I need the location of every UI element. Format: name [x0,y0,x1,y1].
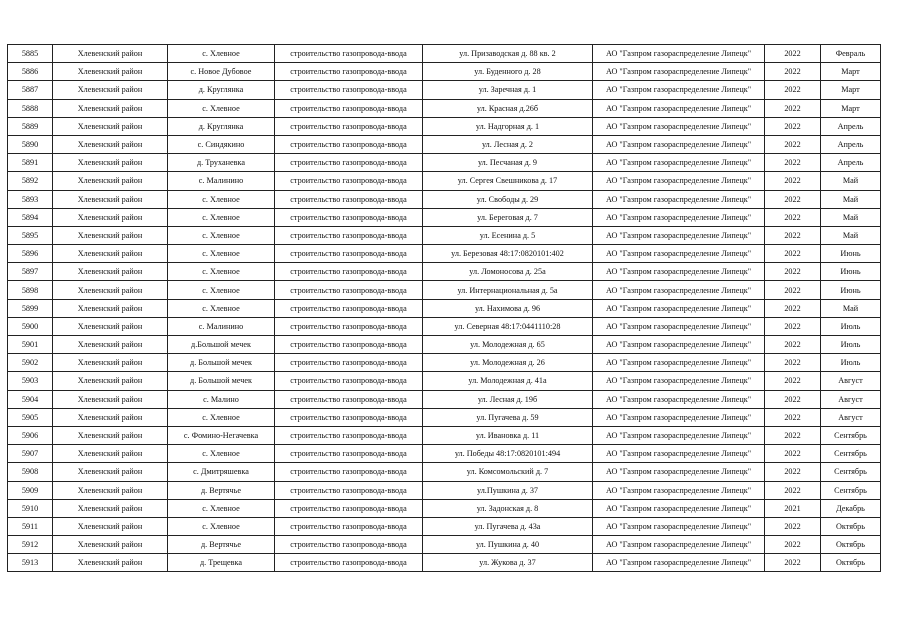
organization-cell: АО "Газпром газораспределение Липецк" [593,408,765,426]
locality-cell: с. Хлевное [168,208,275,226]
year-cell: 2022 [765,336,821,354]
table-row [8,208,881,226]
month-cell: Май [821,190,881,208]
organization-cell: АО "Газпром газораспределение Липецк" [593,226,765,244]
district-cell: Хлевенский район [53,135,168,153]
locality-cell: с. Хлевное [168,263,275,281]
work-type-cell: строительство газопровода-ввода [275,354,423,372]
year-cell: 2022 [765,408,821,426]
address-cell: ул. Пугачева д. 59 [423,408,593,426]
row-number-cell: 5892 [8,172,53,190]
work-type-cell: строительство газопровода-ввода [275,81,423,99]
organization-cell: АО "Газпром газораспределение Липецк" [593,154,765,172]
row-number-cell: 5905 [8,408,53,426]
table-row [8,263,881,281]
district-cell: Хлевенский район [53,408,168,426]
address-cell: ул. Песчаная д. 9 [423,154,593,172]
year-cell: 2022 [765,481,821,499]
address-cell: ул. Ломоносова д. 25а [423,263,593,281]
locality-cell: с. Хлевное [168,99,275,117]
address-cell: ул. Лесная д. 19б [423,390,593,408]
table-row [8,445,881,463]
locality-cell: с. Хлевное [168,190,275,208]
organization-cell: АО "Газпром газораспределение Липецк" [593,81,765,99]
organization-cell: АО "Газпром газораспределение Липецк" [593,63,765,81]
year-cell: 2022 [765,445,821,463]
month-cell: Июнь [821,263,881,281]
row-number-cell: 5913 [8,554,53,572]
table-row [8,354,881,372]
organization-cell: АО "Газпром газораспределение Липецк" [593,172,765,190]
address-cell: ул. Лесная д. 2 [423,135,593,153]
district-cell: Хлевенский район [53,208,168,226]
row-number-cell: 5910 [8,499,53,517]
organization-cell: АО "Газпром газораспределение Липецк" [593,372,765,390]
address-cell: ул. Призаводская д. 88 кв. 2 [423,45,593,63]
locality-cell: с. Малинино [168,317,275,335]
table-row [8,536,881,554]
organization-cell: АО "Газпром газораспределение Липецк" [593,354,765,372]
district-cell: Хлевенский район [53,426,168,444]
locality-cell: с. Хлевное [168,226,275,244]
work-type-cell: строительство газопровода-ввода [275,408,423,426]
work-type-cell: строительство газопровода-ввода [275,172,423,190]
address-cell: ул. Сергея Свешникова д. 17 [423,172,593,190]
year-cell: 2022 [765,517,821,535]
organization-cell: АО "Газпром газораспределение Липецк" [593,245,765,263]
month-cell: Октябрь [821,554,881,572]
organization-cell: АО "Газпром газораспределение Липецк" [593,299,765,317]
year-cell: 2022 [765,554,821,572]
work-type-cell: строительство газопровода-ввода [275,517,423,535]
month-cell: Сентябрь [821,481,881,499]
year-cell: 2021 [765,499,821,517]
organization-cell: АО "Газпром газораспределение Липецк" [593,135,765,153]
locality-cell: с. Хлевное [168,445,275,463]
district-cell: Хлевенский район [53,281,168,299]
organization-cell: АО "Газпром газораспределение Липецк" [593,445,765,463]
table-row [8,226,881,244]
row-number-cell: 5909 [8,481,53,499]
table-row [8,408,881,426]
locality-cell: с. Фомино-Негачевка [168,426,275,444]
district-cell: Хлевенский район [53,81,168,99]
locality-cell: с. Хлевное [168,499,275,517]
row-number-cell: 5890 [8,135,53,153]
organization-cell: АО "Газпром газораспределение Липецк" [593,336,765,354]
work-type-cell: строительство газопровода-ввода [275,99,423,117]
address-cell: ул. Надгорная д. 1 [423,117,593,135]
district-cell: Хлевенский район [53,481,168,499]
work-type-cell: строительство газопровода-ввода [275,372,423,390]
table-row [8,99,881,117]
address-cell: ул. Ивановка д. 11 [423,426,593,444]
year-cell: 2022 [765,372,821,390]
month-cell: Март [821,81,881,99]
work-type-cell: строительство газопровода-ввода [275,554,423,572]
table-row [8,154,881,172]
work-type-cell: строительство газопровода-ввода [275,426,423,444]
address-cell: ул. Пугачева д. 43а [423,517,593,535]
month-cell: Май [821,208,881,226]
table-body [8,45,881,572]
locality-cell: д.Большой мечек [168,336,275,354]
row-number-cell: 5886 [8,63,53,81]
row-number-cell: 5908 [8,463,53,481]
organization-cell: АО "Газпром газораспределение Липецк" [593,426,765,444]
organization-cell: АО "Газпром газораспределение Липецк" [593,517,765,535]
locality-cell: д. Круглянка [168,117,275,135]
address-cell: ул. Красная д.26б [423,99,593,117]
month-cell: Апрель [821,135,881,153]
district-cell: Хлевенский район [53,45,168,63]
locality-cell: с. Хлевное [168,517,275,535]
locality-cell: д. Большой мечек [168,354,275,372]
work-type-cell: строительство газопровода-ввода [275,317,423,335]
locality-cell: с. Малинино [168,172,275,190]
district-cell: Хлевенский район [53,99,168,117]
month-cell: Июль [821,354,881,372]
table-row [8,117,881,135]
work-type-cell: строительство газопровода-ввода [275,263,423,281]
year-cell: 2022 [765,117,821,135]
month-cell: Декабрь [821,499,881,517]
row-number-cell: 5898 [8,281,53,299]
year-cell: 2022 [765,190,821,208]
month-cell: Февраль [821,45,881,63]
year-cell: 2022 [765,536,821,554]
work-type-cell: строительство газопровода-ввода [275,45,423,63]
district-cell: Хлевенский район [53,336,168,354]
address-cell: ул. Березовая 48:17:0820101:402 [423,245,593,263]
table-row [8,81,881,99]
year-cell: 2022 [765,245,821,263]
table-row [8,554,881,572]
address-cell: ул. Победы 48:17:0820101:494 [423,445,593,463]
table-row [8,372,881,390]
organization-cell: АО "Газпром газораспределение Липецк" [593,190,765,208]
month-cell: Май [821,226,881,244]
month-cell: Июнь [821,281,881,299]
year-cell: 2022 [765,154,821,172]
locality-cell: с. Новое Дубовое [168,63,275,81]
month-cell: Август [821,390,881,408]
year-cell: 2022 [765,172,821,190]
organization-cell: АО "Газпром газораспределение Липецк" [593,117,765,135]
work-type-cell: строительство газопровода-ввода [275,445,423,463]
year-cell: 2022 [765,426,821,444]
address-cell: ул. Интернациональная д. 5а [423,281,593,299]
year-cell: 2022 [765,390,821,408]
organization-cell: АО "Газпром газораспределение Липецк" [593,208,765,226]
district-cell: Хлевенский район [53,445,168,463]
row-number-cell: 5911 [8,517,53,535]
district-cell: Хлевенский район [53,517,168,535]
district-cell: Хлевенский район [53,117,168,135]
year-cell: 2022 [765,226,821,244]
row-number-cell: 5906 [8,426,53,444]
locality-cell: д. Большой мечек [168,372,275,390]
district-cell: Хлевенский район [53,463,168,481]
row-number-cell: 5902 [8,354,53,372]
month-cell: Март [821,63,881,81]
locality-cell: с. Малино [168,390,275,408]
month-cell: Май [821,172,881,190]
table-row [8,190,881,208]
organization-cell: АО "Газпром газораспределение Липецк" [593,45,765,63]
table-row [8,281,881,299]
work-type-cell: строительство газопровода-ввода [275,154,423,172]
month-cell: Март [821,99,881,117]
district-cell: Хлевенский район [53,263,168,281]
month-cell: Октябрь [821,536,881,554]
locality-cell: с. Дмитряшевка [168,463,275,481]
row-number-cell: 5885 [8,45,53,63]
organization-cell: АО "Газпром газораспределение Липецк" [593,263,765,281]
table-row [8,172,881,190]
work-type-cell: строительство газопровода-ввода [275,281,423,299]
district-cell: Хлевенский район [53,299,168,317]
work-type-cell: строительство газопровода-ввода [275,135,423,153]
locality-cell: с. Хлевное [168,281,275,299]
address-cell: ул. Свободы д. 29 [423,190,593,208]
organization-cell: АО "Газпром газораспределение Липецк" [593,499,765,517]
row-number-cell: 5894 [8,208,53,226]
table-row [8,63,881,81]
organization-cell: АО "Газпром газораспределение Липецк" [593,390,765,408]
address-cell: ул. Молодежная д. 65 [423,336,593,354]
table-row [8,390,881,408]
organization-cell: АО "Газпром газораспределение Липецк" [593,463,765,481]
table-row [8,499,881,517]
district-cell: Хлевенский район [53,190,168,208]
row-number-cell: 5896 [8,245,53,263]
district-cell: Хлевенский район [53,354,168,372]
year-cell: 2022 [765,63,821,81]
address-cell: ул. Задонская д. 8 [423,499,593,517]
year-cell: 2022 [765,208,821,226]
locality-cell: с. Хлевное [168,245,275,263]
table-row [8,299,881,317]
year-cell: 2022 [765,281,821,299]
district-cell: Хлевенский район [53,317,168,335]
row-number-cell: 5907 [8,445,53,463]
month-cell: Апрель [821,117,881,135]
year-cell: 2022 [765,463,821,481]
district-cell: Хлевенский район [53,499,168,517]
year-cell: 2022 [765,317,821,335]
row-number-cell: 5901 [8,336,53,354]
district-cell: Хлевенский район [53,63,168,81]
district-cell: Хлевенский район [53,245,168,263]
table-row [8,517,881,535]
row-number-cell: 5897 [8,263,53,281]
month-cell: Август [821,372,881,390]
district-cell: Хлевенский район [53,226,168,244]
month-cell: Октябрь [821,517,881,535]
table-row [8,481,881,499]
row-number-cell: 5888 [8,99,53,117]
row-number-cell: 5903 [8,372,53,390]
table-row [8,426,881,444]
work-type-cell: строительство газопровода-ввода [275,299,423,317]
row-number-cell: 5899 [8,299,53,317]
district-cell: Хлевенский район [53,390,168,408]
row-number-cell: 5912 [8,536,53,554]
row-number-cell: 5887 [8,81,53,99]
work-type-cell: строительство газопровода-ввода [275,481,423,499]
month-cell: Июль [821,336,881,354]
work-type-cell: строительство газопровода-ввода [275,226,423,244]
district-cell: Хлевенский район [53,554,168,572]
address-cell: ул. Буденного д. 28 [423,63,593,81]
organization-cell: АО "Газпром газораспределение Липецк" [593,317,765,335]
work-type-cell: строительство газопровода-ввода [275,208,423,226]
month-cell: Май [821,299,881,317]
address-cell: ул. Пушкина д. 40 [423,536,593,554]
address-cell: ул. Комсомольский д. 7 [423,463,593,481]
month-cell: Апрель [821,154,881,172]
work-type-cell: строительство газопровода-ввода [275,117,423,135]
locality-cell: д. Трещевка [168,554,275,572]
work-type-cell: строительство газопровода-ввода [275,463,423,481]
organization-cell: АО "Газпром газораспределение Липецк" [593,536,765,554]
district-cell: Хлевенский район [53,172,168,190]
row-number-cell: 5893 [8,190,53,208]
row-number-cell: 5895 [8,226,53,244]
month-cell: Сентябрь [821,463,881,481]
district-cell: Хлевенский район [53,536,168,554]
address-cell: ул. Нахимова д. 96 [423,299,593,317]
work-type-cell: строительство газопровода-ввода [275,390,423,408]
address-cell: ул. Заречная д. 1 [423,81,593,99]
organization-cell: АО "Газпром газораспределение Липецк" [593,481,765,499]
table-row [8,45,881,63]
address-cell: ул.Пушкина д. 37 [423,481,593,499]
month-cell: Июль [821,317,881,335]
year-cell: 2022 [765,354,821,372]
row-number-cell: 5889 [8,117,53,135]
locality-cell: д. Круглянка [168,81,275,99]
year-cell: 2022 [765,99,821,117]
month-cell: Август [821,408,881,426]
work-type-cell: строительство газопровода-ввода [275,499,423,517]
year-cell: 2022 [765,81,821,99]
locality-cell: с. Хлевное [168,299,275,317]
table-row [8,317,881,335]
address-cell: ул. Береговая д. 7 [423,208,593,226]
year-cell: 2022 [765,299,821,317]
year-cell: 2022 [765,135,821,153]
locality-cell: д. Вертячье [168,536,275,554]
year-cell: 2022 [765,45,821,63]
locality-cell: с. Хлевное [168,408,275,426]
locality-cell: с. Синдякино [168,135,275,153]
address-cell: ул. Молодежная д. 26 [423,354,593,372]
gas-connection-table [7,44,881,572]
locality-cell: д. Вертячье [168,481,275,499]
month-cell: Сентябрь [821,445,881,463]
locality-cell: с. Хлевное [168,45,275,63]
organization-cell: АО "Газпром газораспределение Липецк" [593,554,765,572]
row-number-cell: 5904 [8,390,53,408]
organization-cell: АО "Газпром газораспределение Липецк" [593,281,765,299]
work-type-cell: строительство газопровода-ввода [275,190,423,208]
work-type-cell: строительство газопровода-ввода [275,336,423,354]
address-cell: ул. Молодежная д. 41а [423,372,593,390]
table-row [8,463,881,481]
month-cell: Июнь [821,245,881,263]
address-cell: ул. Есенина д. 5 [423,226,593,244]
work-type-cell: строительство газопровода-ввода [275,536,423,554]
row-number-cell: 5900 [8,317,53,335]
table-row [8,135,881,153]
row-number-cell: 5891 [8,154,53,172]
locality-cell: д. Труханевка [168,154,275,172]
organization-cell: АО "Газпром газораспределение Липецк" [593,99,765,117]
address-cell: ул. Северная 48:17:0441110:28 [423,317,593,335]
address-cell: ул. Жукова д. 37 [423,554,593,572]
table-row [8,245,881,263]
month-cell: Сентябрь [821,426,881,444]
work-type-cell: строительство газопровода-ввода [275,63,423,81]
year-cell: 2022 [765,263,821,281]
table-row [8,336,881,354]
district-cell: Хлевенский район [53,372,168,390]
district-cell: Хлевенский район [53,154,168,172]
work-type-cell: строительство газопровода-ввода [275,245,423,263]
